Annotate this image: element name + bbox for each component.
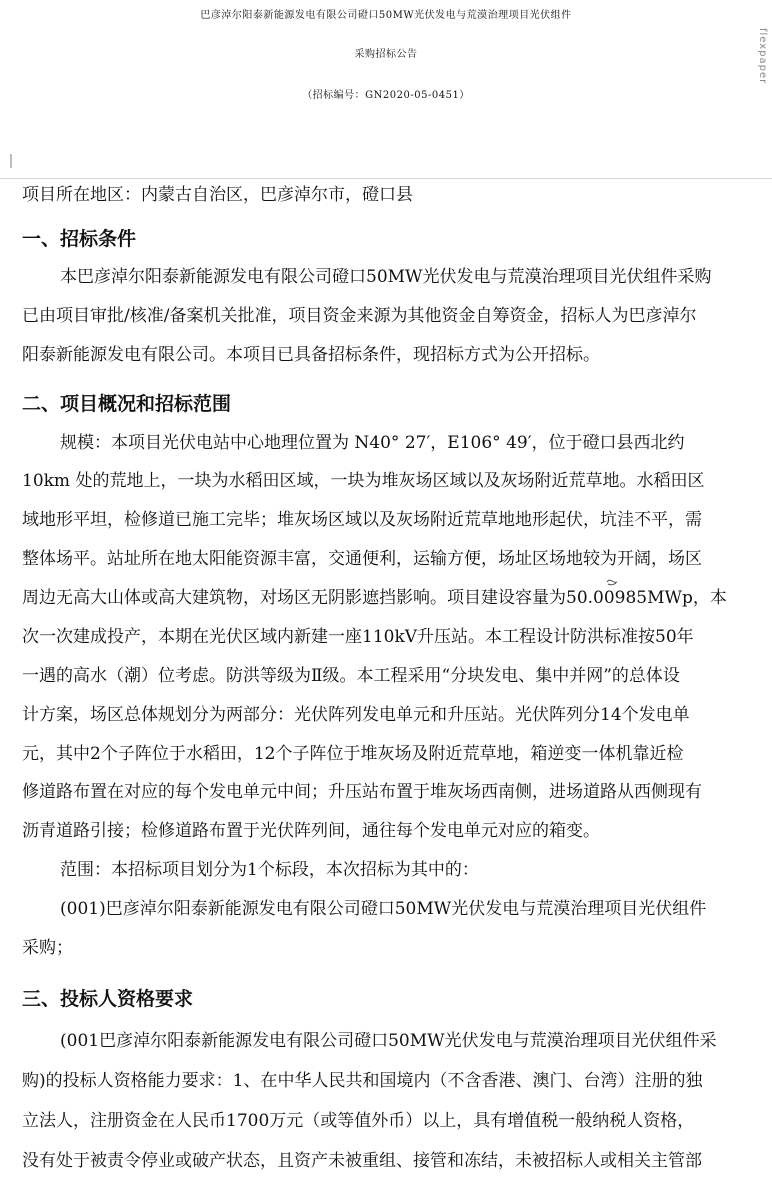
scale-line: 整体场平。站址所在地太阳能资源丰富，交通便利，运输方便，场址区场地较为开阔，场区: [22, 549, 702, 569]
scale-line: 次一次建成投产，本期在光伏区域内新建一座110kV升压站。本工程设计防洪标准按50年: [22, 627, 694, 647]
section-1-line: 阳泰新能源发电有限公司。本项目已具备招标条件，现招标方式为公开招标。: [22, 345, 600, 365]
section-1-line: 已由项目审批/核准/备案机关批准，项目资金来源为其他资金自筹资金，招标人为巴彦淖尔: [22, 306, 697, 326]
scan-artifact: [606, 578, 618, 586]
lot-line: (001)巴彦淖尔阳泰新能源发电有限公司磴口50MW光伏发电与荒漠治理项目光伏组件: [60, 899, 707, 919]
section-3-line: 购)的投标人资格能力要求：1、在中华人民共和国境内（不含香港、澳门、台湾）注册的独: [22, 1071, 703, 1091]
scale-line: 域地形平坦，检修道已施工完毕；堆灰场区域以及灰场附近荒草地地形起伏，坑洼不平，需: [22, 510, 702, 530]
viewer-watermark: flexpaper: [757, 28, 768, 85]
project-location: 项目所在地区：内蒙古自治区，巴彦淖尔市，磴口县: [22, 185, 413, 205]
section-1-heading: 一、招标条件: [22, 228, 137, 250]
tender-number: （招标编号：GN2020-05-0451）: [302, 90, 470, 101]
scale-line: 修道路布置在对应的每个发电单元中间；升压站布置于堆灰场西南侧，进场道路从西侧现有: [22, 782, 702, 802]
scale-line: 10km 处的荒地上，一块为水稻田区域，一块为堆灰场区域以及灰场附近荒草地。水稻田区: [22, 471, 705, 491]
scale-line: 周边无高大山体或高大建筑物，对场区无阴影遮挡影响。项目建设容量为50.00985MWp，本: [22, 588, 727, 608]
title-line-2: 采购招标公告: [354, 49, 418, 60]
scope-line: 范围：本招标项目划分为1个标段，本次招标为其中的：: [60, 860, 479, 880]
section-1-line: 本巴彦淖尔阳泰新能源发电有限公司磴口50MW光伏发电与荒漠治理项目光伏组件采购: [60, 267, 712, 287]
scale-line: 元，其中2个子阵位于水稻田，12个子阵位于堆灰场及附近荒草地，箱逆变一体机靠近检: [22, 744, 684, 764]
title-line-1: 巴彦淖尔阳泰新能源发电有限公司磴口50MW光伏发电与荒漠治理项目光伏组件: [200, 10, 572, 21]
section-3-line: 立法人，注册资金在人民币1700万元（或等值外币）以上，具有增值税一般纳税人资格，: [22, 1111, 695, 1131]
document-header: [0, 0, 772, 179]
scale-line: 一遇的高水（潮）位考虑。防洪等级为Ⅱ级。本工程采用“分块发电、集中并网”的总体设: [22, 666, 680, 686]
section-3-heading: 三、投标人资格要求: [22, 988, 194, 1010]
section-2-heading: 二、项目概况和招标范围: [22, 393, 232, 415]
margin-mark: [10, 154, 12, 168]
lot-line: 采购；: [22, 938, 73, 958]
section-3-line: (001巴彦淖尔阳泰新能源发电有限公司磴口50MW光伏发电与荒漠治理项目光伏组件采: [60, 1031, 717, 1051]
scale-line: 规模：本项目光伏电站中心地理位置为 N40° 27′，E106° 49′，位于磴口县西北约: [60, 433, 685, 453]
scale-line: 沥青道路引接；检修道路布置于光伏阵列间，通往每个发电单元对应的箱变。: [22, 821, 600, 841]
scale-line: 计方案，场区总体规划分为两部分：光伏阵列发电单元和升压站。光伏阵列分14个发电单: [22, 705, 690, 725]
section-3-line: 没有处于被责令停业或破产状态，且资产未被重组、接管和冻结，未被招标人或相关主管部: [22, 1151, 702, 1171]
